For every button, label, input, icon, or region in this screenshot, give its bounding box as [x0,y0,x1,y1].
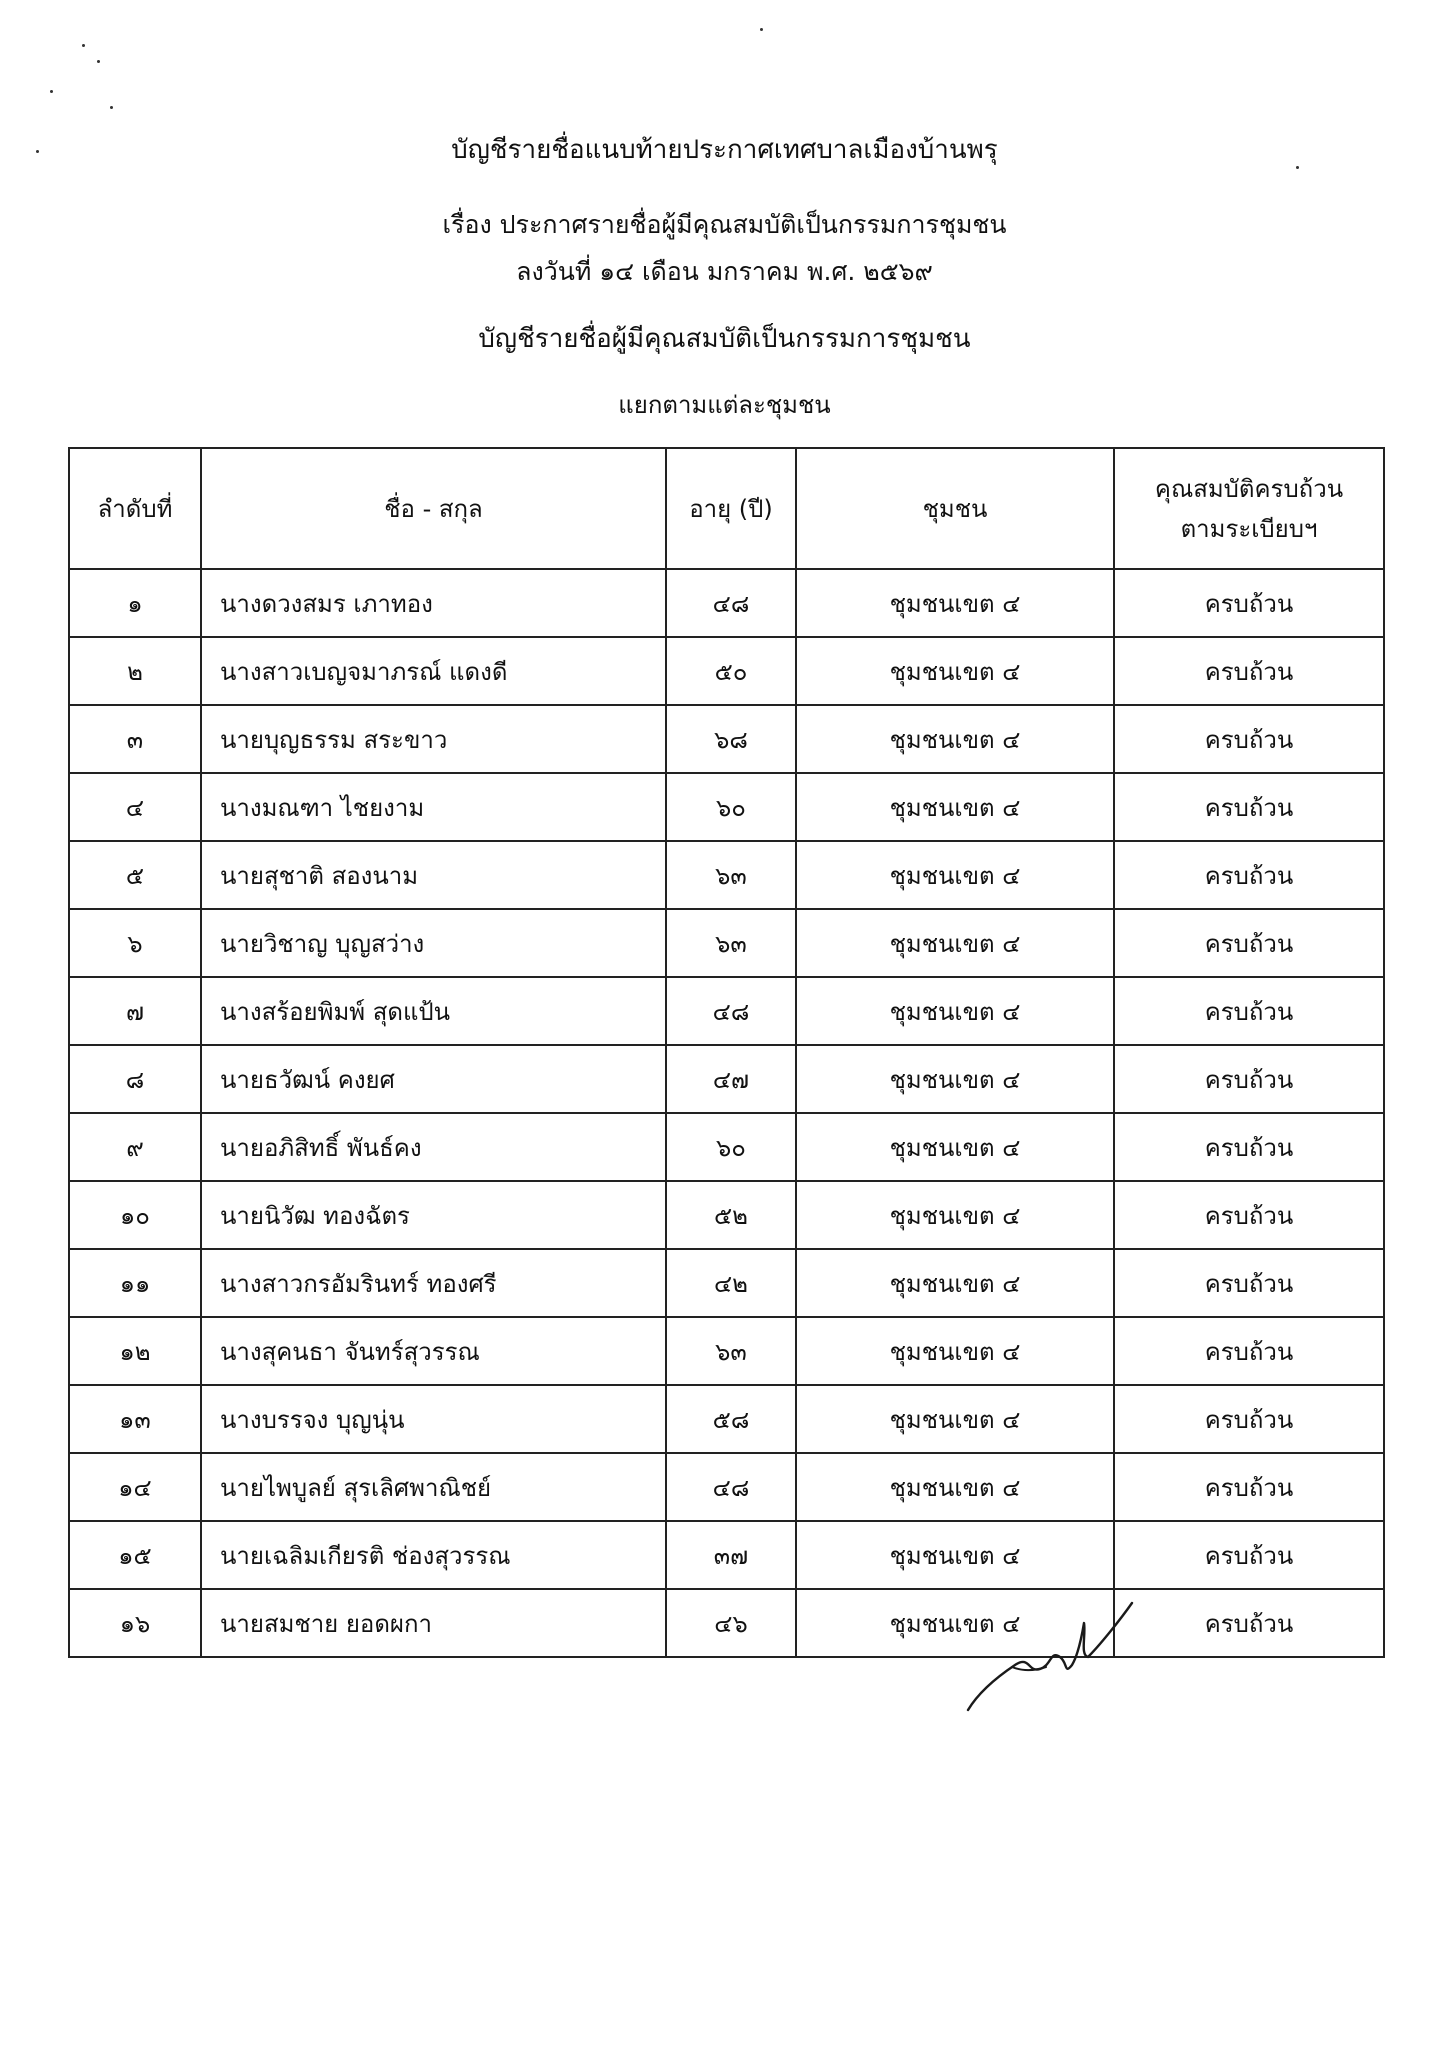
cell-age: ๕๘ [666,1385,796,1453]
cell-age: ๖๓ [666,909,796,977]
cell-age: ๔๗ [666,1045,796,1113]
table-row [69,1317,1384,1385]
cell-qualification: ครบถ้วน [1114,1521,1384,1589]
table-row [69,1113,1384,1181]
list-subtitle: แยกตามแต่ละชุมชน [618,391,831,419]
cell-community: ชุมชนเขต ๔ [796,977,1114,1045]
cell-name: นายไพบูลย์ สุรเลิศพาณิชย์ [201,1453,666,1521]
cell-name: นางสาวกรอัมรินทร์ ทองศรี [201,1249,666,1317]
cell-community: ชุมชนเขต ๔ [796,773,1114,841]
cell-community: ชุมชนเขต ๔ [796,1113,1114,1181]
scan-speck [82,44,85,47]
cell-qualification: ครบถ้วน [1114,637,1384,705]
table-row [69,773,1384,841]
table-row [69,1045,1384,1113]
cell-name: นายสุชาติ สองนาม [201,841,666,909]
cell-community: ชุมชนเขต ๔ [796,1453,1114,1521]
cell-community: ชุมชนเขต ๔ [796,1181,1114,1249]
table-header-row [69,448,1384,569]
cell-name: นางดวงสมร เภาทอง [201,569,666,637]
document-subject: เรื่อง ประกาศรายชื่อผู้มีคุณสมบัติเป็นกรรมการชุมชน [442,210,1007,239]
cell-qualification: ครบถ้วน [1114,1249,1384,1317]
cell-name: นายธวัฒน์ คงยศ [201,1045,666,1113]
cell-age: ๓๗ [666,1521,796,1589]
cell-qualification: ครบถ้วน [1114,705,1384,773]
cell-no: ๑๒ [69,1317,201,1385]
cell-community: ชุมชนเขต ๔ [796,1317,1114,1385]
cell-name: นางมณฑา ไชยงาม [201,773,666,841]
cell-no: ๑๔ [69,1453,201,1521]
cell-qualification: ครบถ้วน [1114,909,1384,977]
cell-no: ๑๐ [69,1181,201,1249]
cell-age: ๖๓ [666,1317,796,1385]
cell-community: ชุมชนเขต ๔ [796,705,1114,773]
cell-no: ๓ [69,705,201,773]
cell-name: นางบรรจง บุญนุ่น [201,1385,666,1453]
cell-qualification: ครบถ้วน [1114,1385,1384,1453]
cell-qualification: ครบถ้วน [1114,977,1384,1045]
cell-no: ๑๕ [69,1521,201,1589]
scan-speck [760,28,763,31]
table-body [69,569,1384,1657]
cell-age: ๖๘ [666,705,796,773]
cell-no: ๑ [69,569,201,637]
scan-speck [97,60,100,63]
cell-qualification: ครบถ้วน [1114,1317,1384,1385]
cell-age: ๕๒ [666,1181,796,1249]
cell-no: ๙ [69,1113,201,1181]
cell-qualification: ครบถ้วน [1114,1113,1384,1181]
cell-no: ๒ [69,637,201,705]
cell-qualification: ครบถ้วน [1114,1453,1384,1521]
table-row [69,637,1384,705]
cell-community: ชุมชนเขต ๔ [796,637,1114,705]
cell-age: ๕๐ [666,637,796,705]
column-header-name: ชื่อ - สกุล [201,448,666,569]
signature [960,1595,1140,1715]
table-row [69,1453,1384,1521]
cell-age: ๔๖ [666,1589,796,1657]
cell-name: นายอภิสิทธิ์ พันธ์คง [201,1113,666,1181]
table-row [69,841,1384,909]
cell-name: นางสาวเบญจมาภรณ์ แดงดี [201,637,666,705]
column-header-qualification-line1: คุณสมบัติครบถ้วน [1154,474,1344,503]
cell-qualification: ครบถ้วน [1114,1045,1384,1113]
cell-qualification: ครบถ้วน [1114,841,1384,909]
list-title: บัญชีรายชื่อผู้มีคุณสมบัติเป็นกรรมการชุมชน [478,324,971,354]
cell-age: ๖๐ [666,1113,796,1181]
cell-qualification: ครบถ้วน [1114,569,1384,637]
cell-age: ๔๘ [666,1453,796,1521]
cell-name: นางสร้อยพิมพ์ สุดแป้น [201,977,666,1045]
table-row [69,1521,1384,1589]
table-row [69,1249,1384,1317]
cell-community: ชุมชนเขต ๔ [796,909,1114,977]
cell-name: นายเฉลิมเกียรติ ช่องสุวรรณ [201,1521,666,1589]
cell-community: ชุมชนเขต ๔ [796,1045,1114,1113]
table-row [69,909,1384,977]
scan-speck [110,106,113,109]
cell-community: ชุมชนเขต ๔ [796,1385,1114,1453]
table-row [69,1589,1384,1657]
document-date: ลงวันที่ ๑๔ เดือน มกราคม พ.ศ. ๒๕๖๙ [516,257,933,286]
table-row [69,569,1384,637]
cell-qualification: ครบถ้วน [1114,1589,1384,1657]
cell-no: ๗ [69,977,201,1045]
cell-no: ๑๓ [69,1385,201,1453]
cell-age: ๖๓ [666,841,796,909]
cell-age: ๔๘ [666,569,796,637]
cell-name: นายบุญธรรม สระขาว [201,705,666,773]
cell-community: ชุมชนเขต ๔ [796,1521,1114,1589]
cell-no: ๕ [69,841,201,909]
committee-roster-table [68,447,1385,1658]
column-header-qualification [1114,448,1384,569]
cell-name: นางสุคนธา จันทร์สุวรรณ [201,1317,666,1385]
cell-age: ๔๒ [666,1249,796,1317]
table-row [69,977,1384,1045]
cell-qualification: ครบถ้วน [1114,1181,1384,1249]
column-header-no: ลำดับที่ [69,448,201,569]
column-header-age: อายุ (ปี) [666,448,796,569]
cell-name: นายสมชาย ยอดผกา [201,1589,666,1657]
document-title: บัญชีรายชื่อแนบท้ายประกาศเทศบาลเมืองบ้านพรุ [451,135,998,165]
table-row [69,1181,1384,1249]
cell-community: ชุมชนเขต ๔ [796,1249,1114,1317]
table-row [69,1385,1384,1453]
cell-no: ๘ [69,1045,201,1113]
cell-community: ชุมชนเขต ๔ [796,841,1114,909]
column-header-community: ชุมชน [796,448,1114,569]
cell-no: ๑๑ [69,1249,201,1317]
cell-name: นายนิวัฒ ทองฉัตร [201,1181,666,1249]
cell-community: ชุมชนเขต ๔ [796,569,1114,637]
cell-no: ๑๖ [69,1589,201,1657]
column-header-qualification-line2: ตามระเบียบฯ [1180,514,1318,543]
cell-name: นายวิชาญ บุญสว่าง [201,909,666,977]
cell-age: ๖๐ [666,773,796,841]
cell-no: ๖ [69,909,201,977]
table-row [69,705,1384,773]
cell-no: ๔ [69,773,201,841]
cell-community: ชุมชนเขต ๔ [796,1589,1114,1657]
cell-age: ๔๘ [666,977,796,1045]
scan-speck [50,90,53,93]
cell-qualification: ครบถ้วน [1114,773,1384,841]
